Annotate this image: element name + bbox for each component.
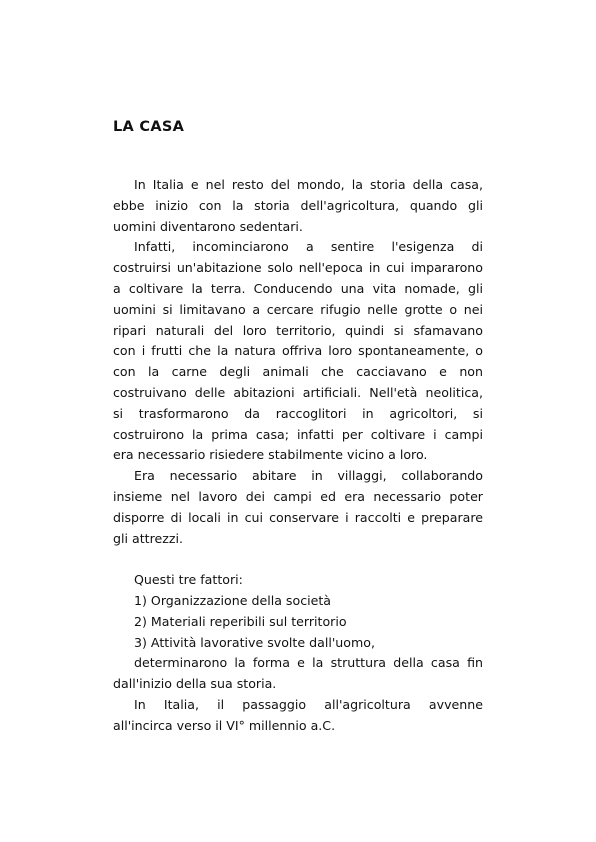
text-line: Era necessario abitare in villaggi, collaborando [134,468,483,484]
text-line: 3) Attività lavorative svolte dall'uomo, [134,634,375,650]
text-line: era necessario risiedere stabilmente vicino a loro. [113,447,428,463]
text-line: Infatti, incominciarono a sentire l'esigenza di [134,239,483,255]
text-line: all'incirca verso il VI° millennio a.C. [113,717,336,733]
text-line: Questi tre fattori: [134,572,243,588]
text-line: dall'inizio della sua storia. [113,676,277,692]
body-text [113,175,483,737]
text-line: costruirsi un'abitazione solo nell'epoca in cui impararono [113,260,483,276]
text-line: uomini diventarono sedentari. [113,218,303,234]
text-line: 1) Organizzazione della società [134,592,332,608]
text-line: determinarono la forma e la struttura della casa fin [134,655,483,671]
page-title: LA CASA [113,119,185,135]
text-line: In Italia, il passaggio all'agricoltura avvenne [134,696,483,712]
blank-line [113,549,483,570]
text-line: ebbe inizio con la storia dell'agricoltura, quando gli [113,197,483,213]
text-line: costruirono la prima casa; infatti per coltivare i campi [113,426,483,442]
text-line: 2) Materiali reperibili sul territorio [134,613,347,629]
text-line: insieme nel lavoro dei campi ed era necessario poter [113,488,483,504]
text-line: a coltivare la terra. Conducendo una vita nomade, gli [113,280,483,296]
text-line: costruivano delle abitazioni artificiali. Nell'età neolitica, [113,384,483,400]
text-line: In Italia e nel resto del mondo, la storia della casa, [134,177,483,192]
text-line: disporre di locali in cui conservare i raccolti e preparare [113,509,483,525]
text-line: uomini si limitavano a cercare rifugio nelle grotte o nei [113,301,483,317]
text-line: gli attrezzi. [113,530,183,546]
text-line: con i frutti che la natura offriva loro spontaneamente, o [113,343,483,359]
text-line: ripari naturali del loro territorio, quindi si sfamavano [113,322,483,338]
text-line: con la carne degli animali che cacciavano e non [113,364,483,380]
text-line: si trasformarono da raccoglitori in agricoltori, si [113,405,483,421]
